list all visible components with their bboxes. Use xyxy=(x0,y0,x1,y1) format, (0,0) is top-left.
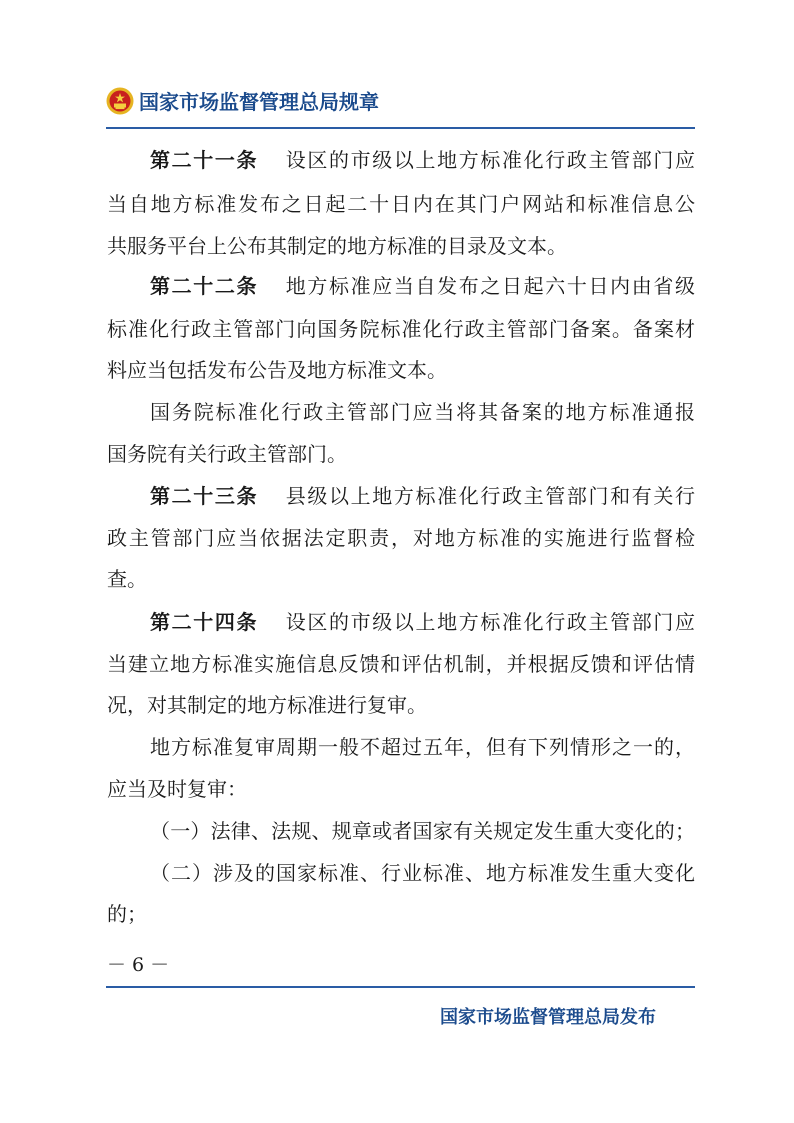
article-22-para-2-line-2: 国务院有关行政主管部门。 xyxy=(107,442,347,466)
footer-publisher: 国家市场监督管理总局发布 xyxy=(440,1007,656,1028)
article-22-label: 第二十二条 xyxy=(150,274,259,298)
footer-divider xyxy=(106,986,695,988)
header-title: 国家市场监督管理总局规章 xyxy=(139,90,379,114)
article-24-line-1: 第二十四条 设区的市级以上地方标准化行政主管部门应 xyxy=(150,610,695,634)
article-23-line-2: 政主管部门应当依据法定职责，对地方标准的实施进行监督检 xyxy=(107,526,695,550)
article-21-line-2: 当自地方标准发布之日起二十日内在其门户网站和标准信息公 xyxy=(107,192,695,216)
list-item-1: （一）法律、法规、规章或者国家有关规定发生重大变化的； xyxy=(150,819,695,843)
article-24-line-3: 况，对其制定的地方标准进行复审。 xyxy=(107,693,427,717)
article-24-line-2: 当建立地方标准实施信息反馈和评估机制，并根据反馈和评估情 xyxy=(107,652,695,676)
article-22-line-1: 第二十二条 地方标准应当自发布之日起六十日内由省级 xyxy=(150,274,695,298)
page-number: － 6 － xyxy=(107,954,170,976)
list-item-2-line-1: （二）涉及的国家标准、行业标准、地方标准发生重大变化 xyxy=(150,861,695,885)
article-23-line-3: 查。 xyxy=(107,567,147,591)
article-23-label: 第二十三条 xyxy=(150,484,259,508)
list-item-2-line-2: 的； xyxy=(107,902,147,926)
article-22-line-2: 标准化行政主管部门向国务院标准化行政主管部门备案。备案材 xyxy=(107,317,695,341)
article-21-label: 第二十一条 xyxy=(150,148,259,172)
header-divider xyxy=(106,127,695,129)
article-21-line-1: 第二十一条 设区的市级以上地方标准化行政主管部门应 xyxy=(150,148,695,172)
article-21-line-3: 共服务平台上公布其制定的地方标准的目录及文本。 xyxy=(107,234,567,258)
article-24-para-2-line-1: 地方标准复审周期一般不超过五年，但有下列情形之一的， xyxy=(150,735,695,759)
article-23-line-1: 第二十三条 县级以上地方标准化行政主管部门和有关行 xyxy=(150,484,695,508)
article-24-para-2-line-2: 应当及时复审： xyxy=(107,777,247,801)
national-emblem-icon xyxy=(106,87,134,115)
article-22-line-3: 料应当包括发布公告及地方标准文本。 xyxy=(107,358,447,382)
article-24-label: 第二十四条 xyxy=(150,610,259,634)
article-22-para-2-line-1: 国务院标准化行政主管部门应当将其备案的地方标准通报 xyxy=(150,400,695,424)
